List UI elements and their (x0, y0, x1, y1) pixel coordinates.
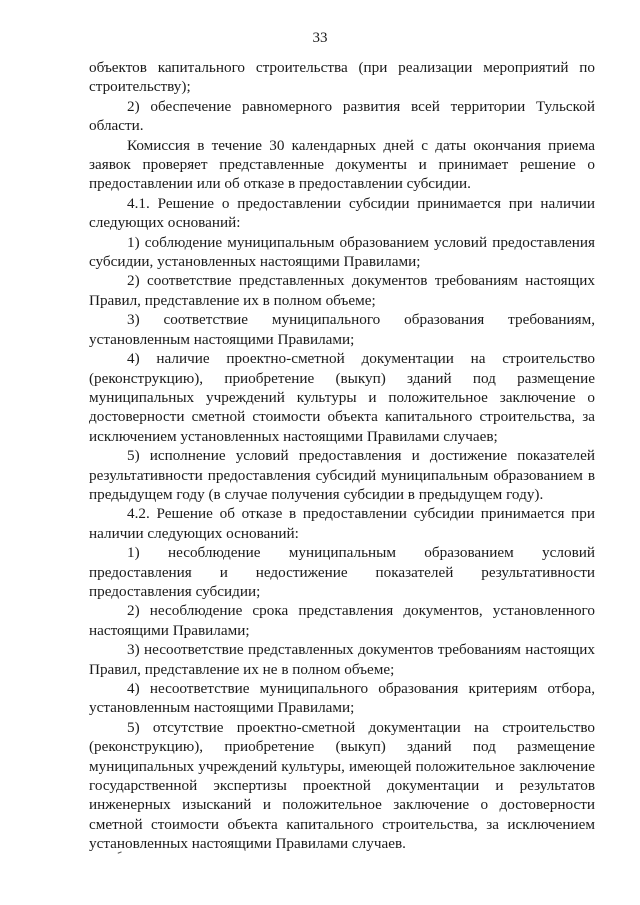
clause-4-2-item-2: 2) несоблюдение срока представления документов, установленного настоящими Правилами; (89, 602, 595, 639)
clause-4-2-item-4: 4) несоответствие муниципального образования критериям отбора, установленным настоящими Правилами; (89, 680, 595, 717)
clause-4-2-item-5: 5) отсутствие проектно-сметной документации на строительство (реконструкцию), приобретение (выкуп) зданий под размещение муниципальных учреждений культуры, имеющей положительное заключение государственной экспертизы проектной документации и результатов инженерных изысканий и положительное заключение о достоверности сметной стоимости объекта капитального строительства, за исключением установленных настоящими Правилами случаев. (89, 718, 595, 853)
document-body (89, 58, 595, 854)
clause-4-1-item-4: 4) наличие проектно-сметной документации на строительство (реконструкцию), приобретение (выкуп) зданий под размещение муниципальных учреждений культуры и положительное заключение о достоверности сметной стоимости объекта капитального строительства, за исключением установленных настоящими Правилами случаев; (89, 350, 595, 445)
scan-mark (118, 851, 123, 855)
clause-4-2-item-1: 1) несоблюдение муниципальным образованием условий предоставления и недостижение показателей результативности предоставления субсидии; (89, 544, 595, 600)
paragraph-continuation: объектов капитального строительства (при реализации мероприятий по строительству); (89, 59, 595, 96)
page-number: 33 (312, 30, 328, 46)
clause-4-2-item-3: 3) несоответствие представленных документов требованиям настоящих Правил, представление их не в полном объеме; (89, 641, 595, 678)
list-item-2: 2) обеспечение равномерного развития всей территории Тульской области. (89, 97, 595, 135)
paragraph-commission: Комиссия в течение 30 календарных дней с даты окончания приема заявок проверяет представленные документы и принимает решение о предоставлении или об отказе в предоставлении субсидии. (89, 136, 595, 193)
clause-4-1-item-2: 2) соответствие представленных документов требованиям настоящих Правил, представление их в полном объеме; (89, 272, 595, 309)
clause-4-1-item-1: 1) соблюдение муниципальным образованием условий предоставления субсидии, установленных настоящими Правилами; (89, 233, 595, 271)
clause-4-1-item-3: 3) соответствие муниципального образования требованиям, установленным настоящими Правилами; (89, 311, 595, 348)
clause-4-1-item-5: 5) исполнение условий предоставления и достижение показателей результативности предоставления субсидий муниципальным образованием в предыдущем году (в случае получения субсидии в предыдущем году). (89, 447, 595, 503)
clause-4-1: 4.1. Решение о предоставлении субсидии принимается при наличии следующих оснований: (89, 194, 595, 232)
clause-4-2: 4.2. Решение об отказе в предоставлении субсидии принимается при наличии следующих оснований: (89, 505, 595, 542)
